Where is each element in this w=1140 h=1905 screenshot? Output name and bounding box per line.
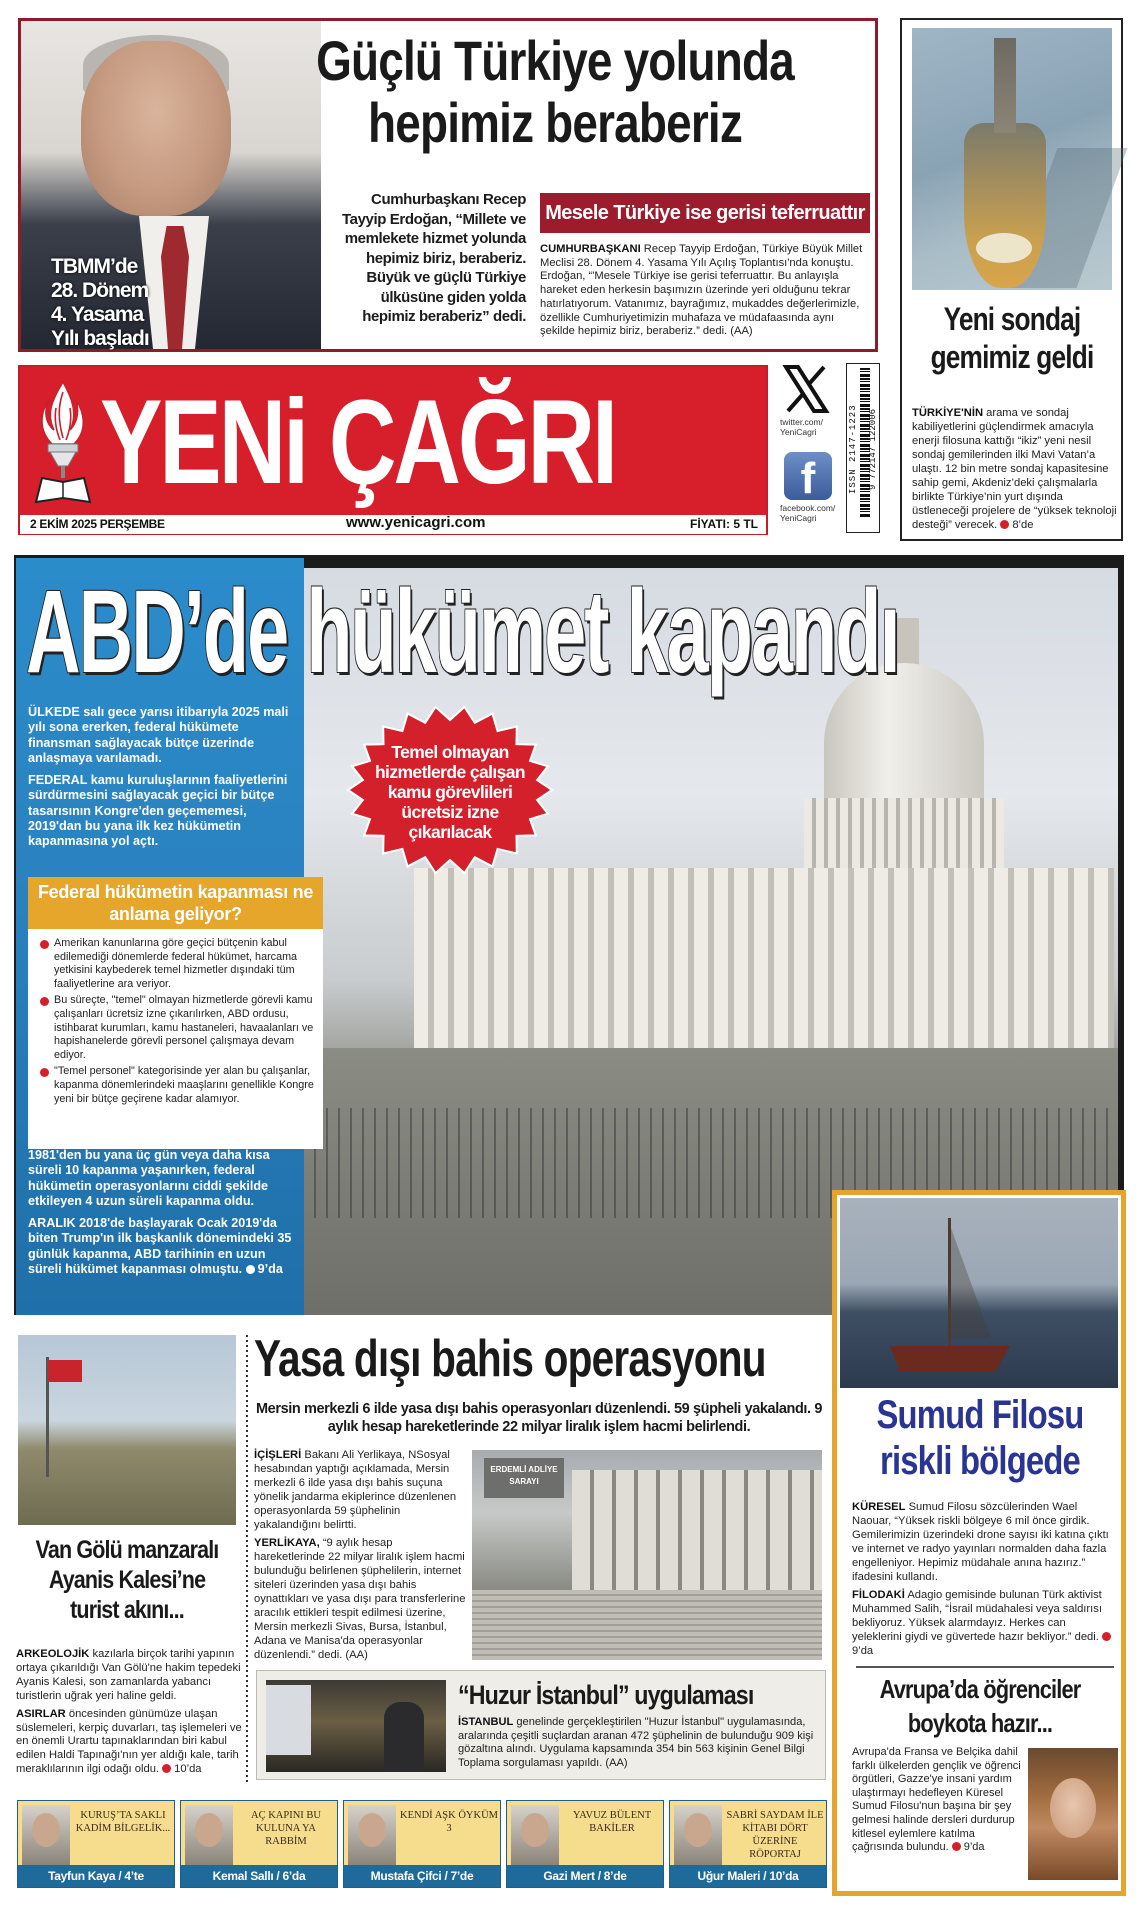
- huzur-headline[interactable]: “Huzur İstanbul” uygulaması: [458, 1680, 754, 1710]
- columnist-name: Mustafa Çifci / 7’de: [344, 1865, 500, 1887]
- dotted-divider: [246, 1335, 248, 1785]
- top-story-body: CUMHURBAŞKANI Recep Tayyip Erdoğan, Türkiye Büyük Millet Meclisi 28. Dönem 4. Yasama Yılı Açılış Toplantısı'nda konuştu. Erdoğan, “'Mesele Türkiye ise gerisi teferruattır. Bu anlayışla hareket eden herkesin başımızın üzerinde yeri olduğunu tekrar hatırlatıyorum. Vatanımız, bayrağımız, mukaddes değerlerimizle, özellikle Cumhuriyetimizin muhafaza ve müdafaasında aynı şekilde hepimiz biriz, beraberiz.” dedi. (AA): [540, 243, 863, 338]
- price: FİYATI: 5 TL: [689, 517, 758, 531]
- column-title: KENDİ AŞK ÖYKÜM 3: [400, 1810, 499, 1834]
- issue-date: 2 EKİM 2025 PERŞEMBE: [30, 517, 165, 531]
- bahis-body: İÇİŞLERİ Bakanı Ali Yerlikaya, NSosyal hesabından yaptığı açıklamada, Mersin merkezli 6 ilde yasa dışı bahis suçuna yönelik jandarma ekiplerince düzenlenen operasyonlarda 59 şüphelinin yakalandığını belirtti. YERLİKAYA, “9 aylık hesap hareketlerinde 22 milyar liralık işlem hacmi bulunduğu belirlenen şüphelilerin, internet siteleri üzerinden yasa dışı bahis oynattıkları ve yasa dışı para transferlerine aracılık ettikleri tespit edilmesi üzerine, Mersin merkezli Sivas, Bursa, İstanbul, Adana ve Manisa'da operasyonlar düzenlendi.” dedi. (AA): [254, 1449, 466, 1661]
- police-checkpoint-photo: [266, 1680, 446, 1772]
- abd-tail: 1981'den bu yana üç gün veya daha kısa süreli 10 kapanma yaşanırken, federal hükümetin operasyonlarını ciddi şekilde etkileyen 4 uzun süreli kapanma oldu. ARALIK 2018'de başlayarak Ocak 2019'da biten Trump'ın ilk başkanlık dönemindeki 35 günlük kapanma, ABD tarihinin en uzun süreli hükümet kapanması olmuştu. 9’da: [28, 1148, 292, 1277]
- columnist-photo: [185, 1805, 233, 1865]
- page-ref[interactable]: 10’da: [174, 1763, 202, 1776]
- courthouse-photo: [472, 1450, 822, 1660]
- bullet-icon: [1102, 1632, 1111, 1641]
- column-title: SABRİ SAYDAM İLE KİTABI DÖRT ÜZERİNE RÖPORTAJ: [726, 1810, 824, 1860]
- barcode-number: 9 772147 122006: [868, 408, 878, 490]
- website-link[interactable]: www.yenicagri.com: [346, 514, 486, 531]
- page-ref[interactable]: 9’da: [852, 1645, 874, 1657]
- page-ref[interactable]: 8’de: [1012, 519, 1034, 531]
- faq-item: Bu süreçte, "temel" olmayan hizmetlerde görevli kamu çalışanları ücretsiz izne çıkarılırken, ABD ordusu, istihbarat kurumları, kamu hastaneleri, havaalanları ve hapishanelerde görevli personel çalışmaya devam ediyor.: [40, 994, 320, 1062]
- ayanis-castle-photo: [18, 1335, 236, 1525]
- newspaper-title[interactable]: YENi ÇAĞRI: [100, 375, 615, 509]
- bullet-icon: [246, 1265, 255, 1274]
- starburst-text: Temel olmayan hizmetlerde çalışan kamu görevlileri ücretsiz izne çıkarılacak: [374, 742, 526, 842]
- avrupa-headline[interactable]: Avrupa’da öğrenciler boykota hazır...: [879, 1674, 1081, 1738]
- facebook-icon[interactable]: f: [784, 452, 832, 500]
- facebook-link[interactable]: facebook.com/ YeniCagri: [780, 503, 836, 523]
- page-ref[interactable]: 9’da: [963, 1841, 985, 1854]
- bahis-headline[interactable]: Yasa dışı bahis operasyonu: [254, 1330, 766, 1388]
- masthead-info-bar: [20, 515, 766, 534]
- van-headline[interactable]: Van Gölü manzaralı Ayanis Kalesi’ne turist akını...: [35, 1536, 219, 1624]
- columnist-photo: [674, 1805, 722, 1865]
- van-body: ARKEOLOJİK kazılarla birçok tarihi yapının ortaya çıkarıldığı Van Gölü'ne hakim tepedeki Ayanis Kalesi, son zamanlarda yabancı turistlerin uğrak yeri haline geldi. ASIRLAR öncesinden günümüze ulaşan süslemeleri, kerpiç duvarları, taş işlemeleri ve en önemli Urartu tapınaklarından biri kabul edilen Haldi Tapınağı'nın yer aldığı kale, tarih meraklılarının ilgi odağı oldu. 10’da: [16, 1648, 242, 1776]
- top-story-subhead: Mesele Türkiye ise gerisi teferruattır: [540, 193, 870, 233]
- top-story-lead: Cumhurbaşkanı Recep Tayyip Erdoğan, “Millete ve memlekete hizmet yolunda hepimiz biriz, beraberiz. Büyük ve güçlü Türkiye ülküsüne giden yolda hepimiz beraberiz” dedi.: [342, 191, 526, 325]
- page-ref[interactable]: 9’da: [257, 1262, 283, 1277]
- column-title: YAVUZ BÜLENT BAKİLER: [572, 1810, 652, 1834]
- sondaj-body: TÜRKİYE'NİN arama ve sondaj kabiliyetlerini güçlendirmek amacıyla enerji filosuna kattığı “ikiz” yeni nesil sondaj gemilerinden ilki Mavi Vatan’a ulaştı. 12 bin metre sondaj kapasitesine sahip gemi, Akdeniz’deki çalışmalarla birlikte Türkiye’nin yurt dışında üstleneceği projelere de “yüksek teknoloji desteği” verecek. 8’de: [912, 407, 1117, 531]
- faq-heading: Federal hükümetin kapanması ne anlama geliyor?: [28, 877, 323, 929]
- bahis-subhead: Mersin merkezli 6 ilde yasa dışı bahis operasyonları düzenlendi. 59 şüpheli yakalandı. 9 aylık hesap hareketlerinde 22 milyar liralık işlem hacmi belirlendi.: [256, 1401, 822, 1435]
- huzur-body: İSTANBUL genelinde gerçekleştirilen "Huzur İstanbul" uygulamasında, aralarında çeşitli suçlardan aranan 472 şüphelinin de bulunduğu 909 kişi gözaltına alındı. Uygulama kapsamında 354 bin 563 kişinin Genel Bilgi Toplama sorgulaması yapıldı. (AA): [458, 1716, 814, 1770]
- sumud-body: KÜRESEL Sumud Filosu sözcülerinden Wael Naouar, “Yüksek riskli bölgeye 6 mil önce girdik. Gemilerimizin üzerindeki drone sayısı iki katına çıktı ve internet ve radyo yayınları normalden daha fazla engelleniyor. Hepimiz müdahale anına hazırız.” ifadesini kullandı. FİLODAKİ Adagio gemisinde bulunan Türk aktivist Muhammed Salih, “İsrail müdahalesi veya saldırısı bekliyoruz. Yüksek alarmdayız. Herkes can yeleklerini giydi ve güvertede hazır bekliyor.” dedi. 9’da: [852, 1500, 1118, 1662]
- columnist-card[interactable]: [17, 1800, 175, 1888]
- bullet-icon: [952, 1842, 961, 1851]
- abd-lead: ÜLKEDE salı gece yarısı itibarıyla 2025 mali yılı sona ererken, federal hükümete finansman sağlayacak bütçe üzerinde anlaşmaya varılamadı. FEDERAL kamu kuruluşlarının faaliyetlerini sürdürmesini sağlayacak geçici bir bütçe tasarısının Kongre'den geçememesi, 2019'dan bu yana ilk kez hükümetin kapanmasına yol açtı.: [28, 705, 289, 849]
- drillship-photo: [912, 28, 1112, 290]
- issn-number: ISSN 2147-1223: [848, 404, 858, 494]
- columnist-card[interactable]: [343, 1800, 501, 1888]
- columnist-name: Kemal Sallı / 6’da: [181, 1865, 337, 1887]
- courthouse-sign: ERDEMLİ ADLİYE SARAYI: [484, 1458, 564, 1498]
- columnist-name: Uğur Maleri / 10’da: [670, 1865, 826, 1887]
- twitter-link[interactable]: twitter.com/ YeniCagri: [780, 417, 823, 437]
- sumud-headline[interactable]: Sumud Filosu riskli bölgede: [876, 1393, 1084, 1483]
- columnist-photo: [22, 1805, 70, 1865]
- faq-list: [40, 937, 320, 1109]
- student-photo: [1028, 1748, 1118, 1880]
- photo-caption: TBMM’de 28. Dönem 4. Yasama Yılı başladı: [51, 255, 149, 350]
- bullet-icon: [162, 1764, 171, 1773]
- columnist-card[interactable]: [669, 1800, 827, 1888]
- social-links: [780, 363, 838, 533]
- columnist-photo: [511, 1805, 559, 1865]
- sondaj-headline[interactable]: Yeni sondaj gemimiz geldi: [930, 301, 1094, 375]
- columnist-card[interactable]: [506, 1800, 664, 1888]
- avrupa-body: Avrupa'da Fransa ve Belçika dahil farklı ülkelerden gençlik ve öğrenci örgütleri, Gazze'ye insani yardım ulaştırmayı hedefleyen Küresel Sumud Filosu'nun başına bir şey gelmesi halinde dersleri durdurup kitlesel eylemlere katılma çağrısında bulundu. 9’da: [852, 1746, 1021, 1854]
- columnist-name: Tayfun Kaya / 4’te: [18, 1865, 174, 1887]
- top-headline[interactable]: Güçlü Türkiye yolunda hepimiz beraberiz: [316, 29, 794, 154]
- column-title: AÇ KAPINI BU KULUNA YA RABBİM: [250, 1810, 321, 1847]
- columnist-name: Gazi Mert / 8’de: [507, 1865, 663, 1887]
- divider: [856, 1666, 1114, 1668]
- columnist-photo: [348, 1805, 396, 1865]
- faq-item: "Temel personel" kategorisinde yer alan bu çalışanlar, kapanma dönemlerindeki maaşlarını genellikle Kongre yeni bir bütçe geçirene kadar alamıyor.: [40, 1065, 320, 1106]
- faq-item: Amerikan kanunlarına göre geçici bütçenin kabul edilemediği dönemlerde federal hükümet, harcama yetkisini kaybederek temel hizmetler dışındaki tüm faaliyetlerine ara veriyor.: [40, 937, 320, 991]
- sailboat-photo: [840, 1198, 1118, 1388]
- columnist-card[interactable]: [180, 1800, 338, 1888]
- bullet-icon: [1000, 520, 1009, 529]
- barcode: [846, 363, 880, 533]
- column-title: KURUŞ’TA SAKLI KADİM BİLGELİK...: [75, 1810, 171, 1834]
- torch-book-logo: [32, 378, 94, 508]
- x-twitter-icon[interactable]: [780, 363, 832, 415]
- abd-headline[interactable]: ABD’de hükümet kapandı: [26, 566, 899, 698]
